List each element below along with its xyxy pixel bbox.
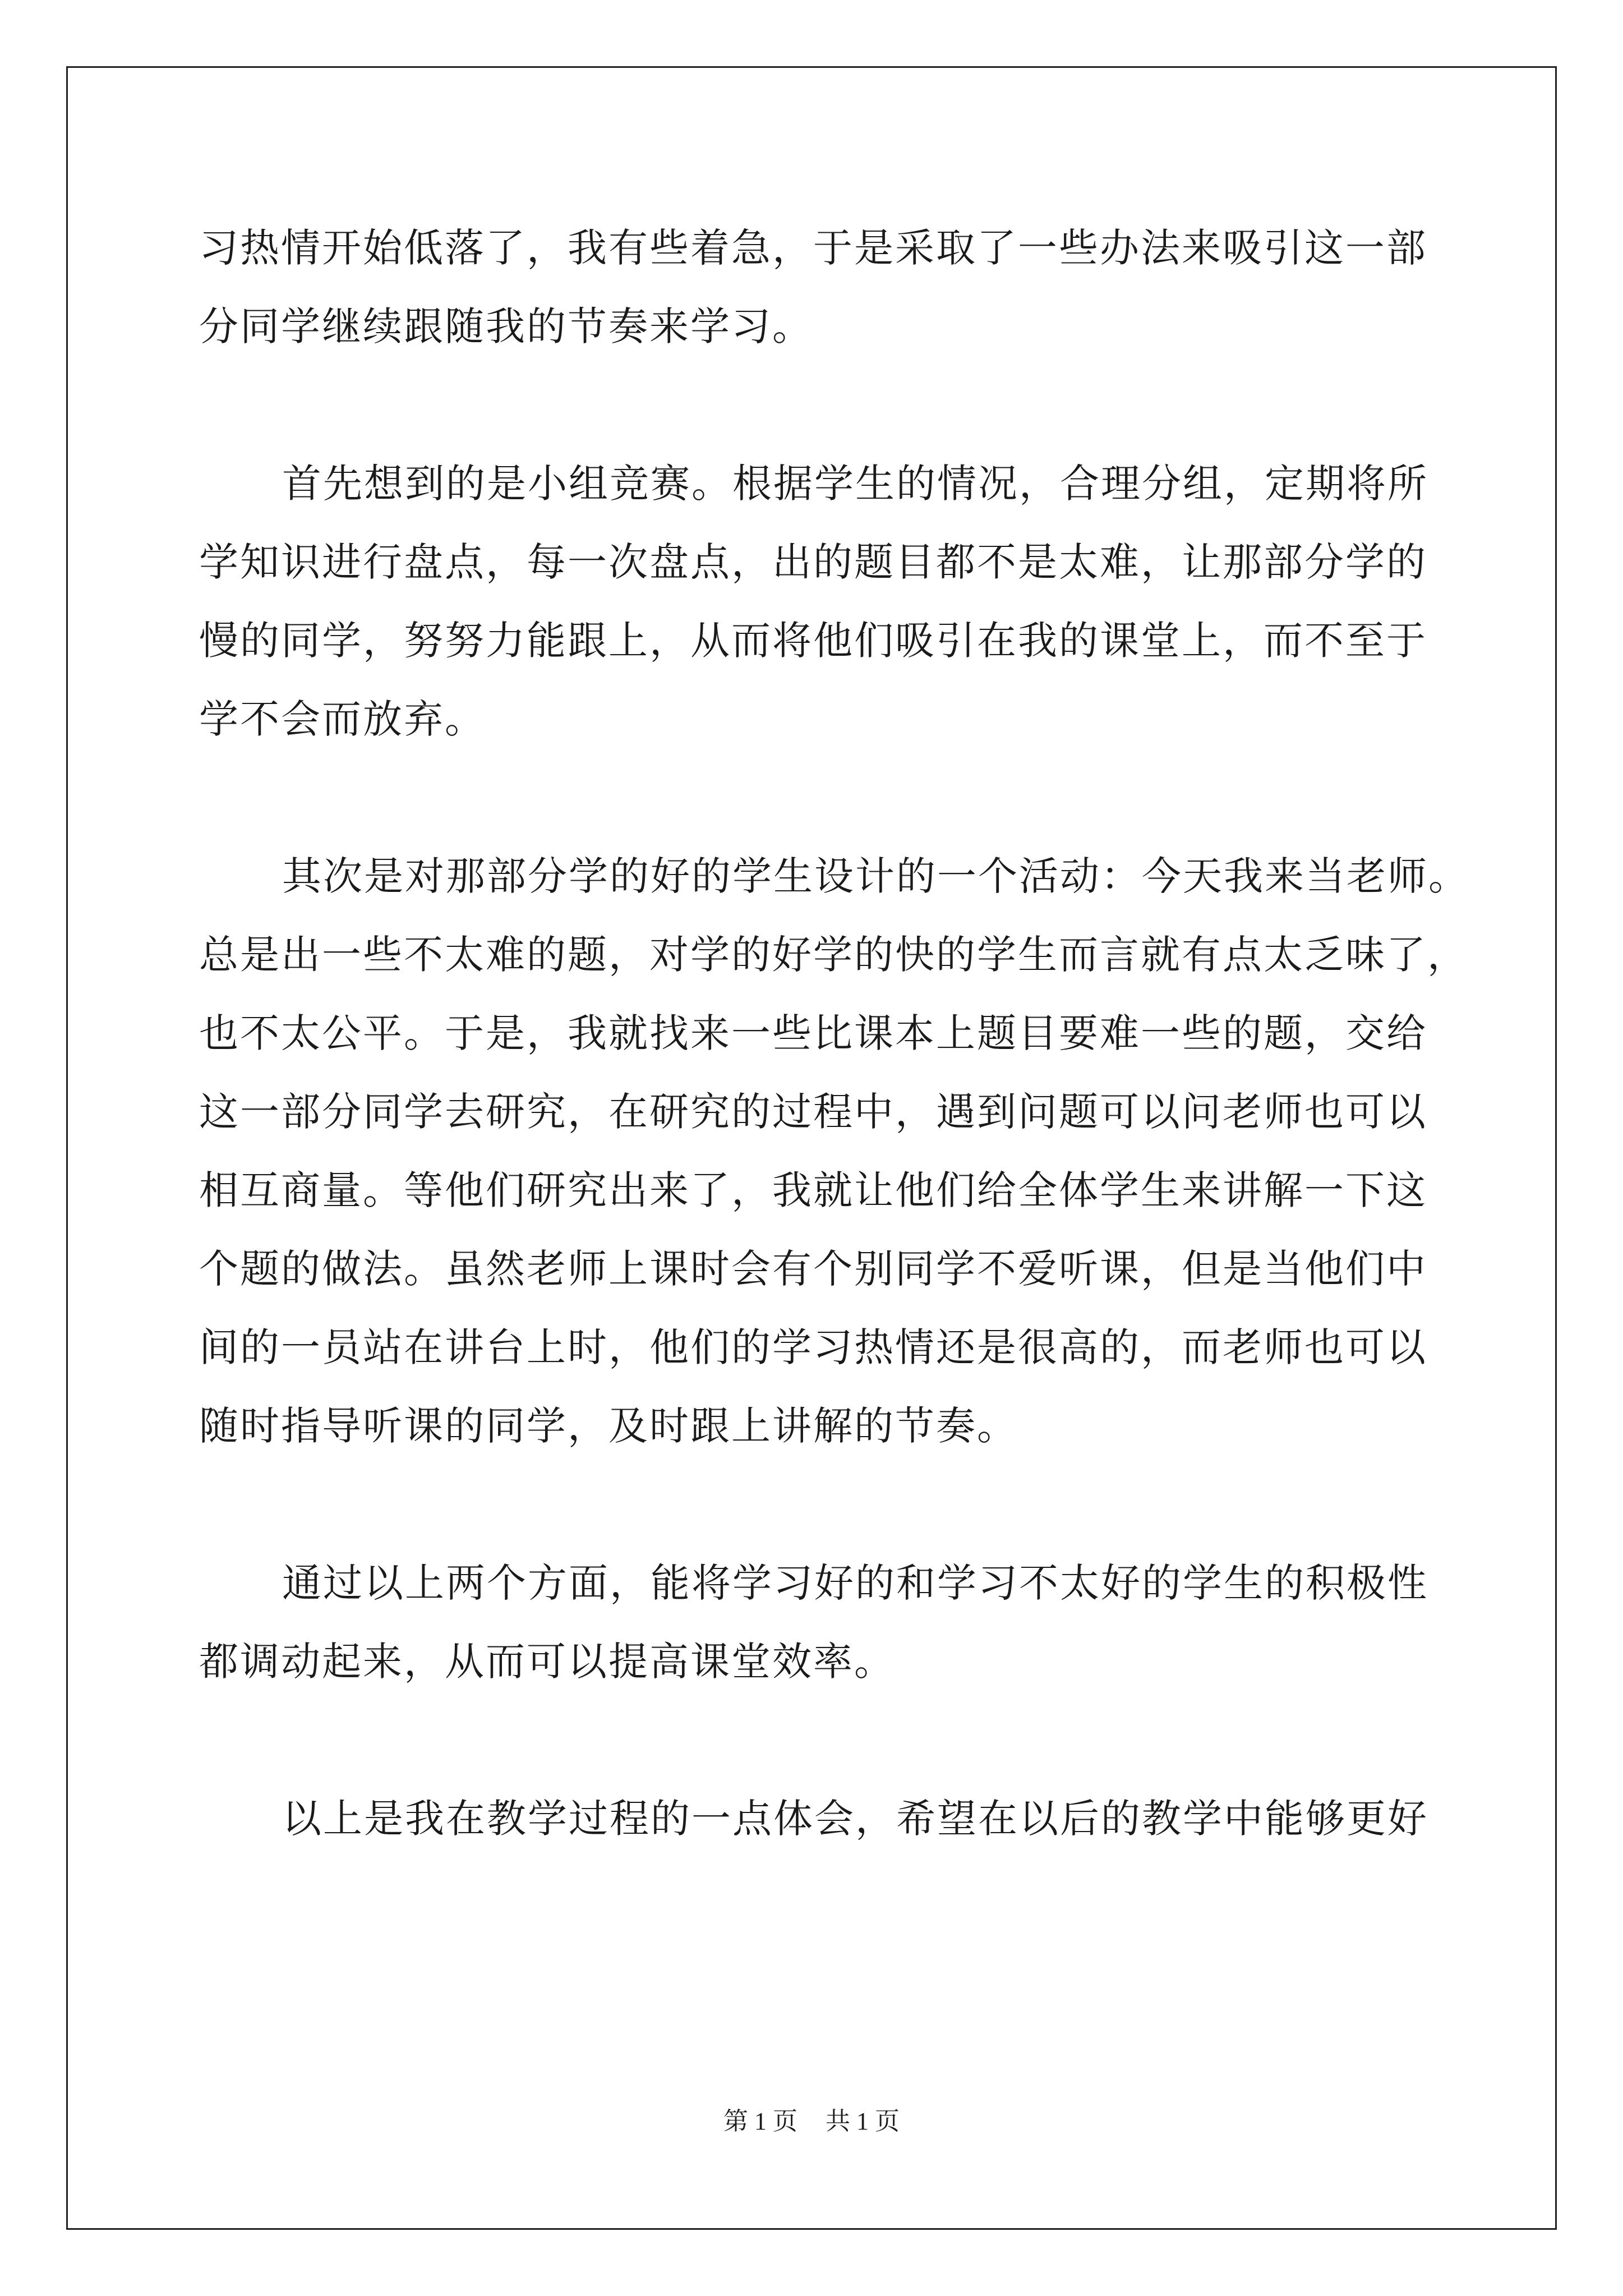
text-line: 这一部分同学去研究，在研究的过程中，遇到问题可以问老师也可以 xyxy=(199,1089,1427,1135)
text-line: 相互商量。等他们研究出来了，我就让他们给全体学生来讲解一下这 xyxy=(199,1167,1427,1213)
page-footer xyxy=(0,2105,1623,2138)
text-line: 以上是我在教学过程的一点体会，希望在以后的教学中能够更好 xyxy=(282,1796,1428,1842)
page-number: 第 1 页 xyxy=(723,2108,797,2135)
text-line: 慢的同学，努努力能跟上，从而将他们吸引在我的课堂上，而不至于 xyxy=(199,618,1427,664)
text-line: 间的一员站在讲台上时，他们的学习热情还是很高的，而老师也可以 xyxy=(199,1324,1427,1370)
text-line: 随时指导听课的同学，及时跟上讲解的节奏。 xyxy=(199,1403,1018,1449)
text-line: 也不太公平。于是，我就找来一些比课本上题目要难一些的题，交给 xyxy=(199,1010,1427,1056)
paragraph-gap xyxy=(199,1701,1433,1779)
paragraph-gap xyxy=(199,1465,1433,1544)
text-line: 通过以上两个方面，能将学习好的和学习不太好的学生的积极性 xyxy=(282,1560,1428,1606)
text-line: 学不会而放弃。 xyxy=(199,696,486,742)
document-body xyxy=(199,209,1469,1858)
text-line: 都调动起来，从而可以提高课堂效率。 xyxy=(199,1639,895,1685)
page-total: 共 1 页 xyxy=(826,2108,900,2135)
text-line: 其次是对那部分学的好的学生设计的一个活动：今天我来当老师。 xyxy=(282,853,1469,899)
text-line: 分同学继续跟随我的节奏来学习。 xyxy=(199,303,813,349)
text-line: 个题的做法。虽然老师上课时会有个别同学不爱听课，但是当他们中 xyxy=(199,1246,1427,1292)
paragraph-gap xyxy=(199,758,1433,837)
text-line: 学知识进行盘点，每一次盘点，出的题目都不是太难，让那部分学的 xyxy=(199,539,1427,585)
text-line: 首先想到的是小组竞赛。根据学生的情况，合理分组，定期将所 xyxy=(282,461,1428,507)
text-line: 习热情开始低落了，我有些着急，于是采取了一些办法来吸引这一部 xyxy=(199,225,1427,271)
paragraph-gap xyxy=(199,366,1433,444)
text-line: 总是出一些不太难的题，对学的好学的快的学生而言就有点太乏味了， xyxy=(199,932,1468,978)
